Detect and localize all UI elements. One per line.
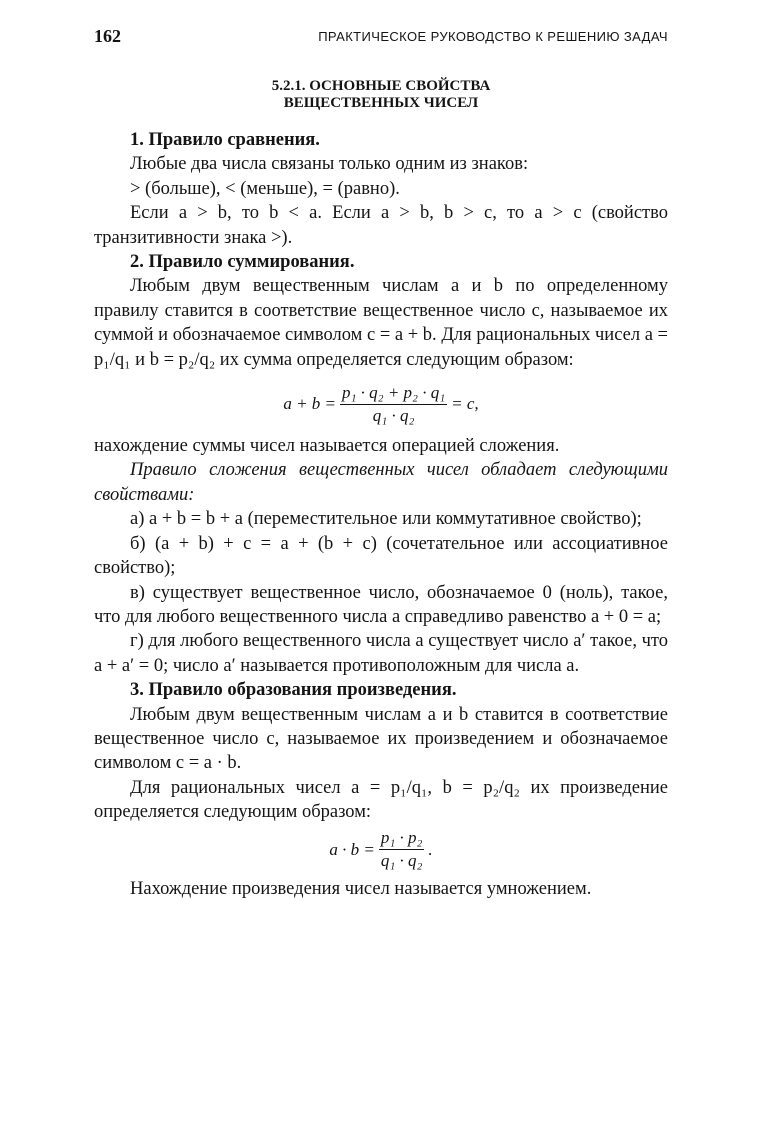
rule3-heading: 3. Правило образования произведения. bbox=[130, 680, 457, 701]
rule3-paragraph-3: Нахождение произведения чисел называется умножением. bbox=[130, 878, 592, 899]
rule3-paragraph-2: Для рациональных чисел a = p₁/q₁, b = p₂/q₂ их произведение определяется следующим образом: bbox=[94, 777, 668, 823]
sum-formula-denominator: q₁ · q₂ bbox=[372, 405, 415, 425]
section-title-line2: ВЕЩЕСТВЕННЫХ ЧИСЕЛ bbox=[283, 95, 479, 111]
rule2-properties-intro: Правило сложения вещественных чисел обладает следующими свойствами: bbox=[94, 460, 668, 505]
sum-formula-numerator: p₁ · q₂ + p₂ · q₁ bbox=[340, 383, 447, 405]
product-formula-fraction bbox=[379, 828, 425, 871]
rule2-heading: 2. Правило суммирования. bbox=[130, 252, 355, 273]
rule1-paragraph-3: Если a > b, то b < a. Если a > b, b > c, то a > c (свойство транзитивности знака >). bbox=[94, 203, 668, 248]
rule1-paragraph-1: Любые два числа связаны только одним из знаков: bbox=[130, 154, 529, 175]
product-formula-rhs: . bbox=[428, 839, 433, 859]
product-formula-denominator: q₁ · q₂ bbox=[380, 851, 423, 871]
page-number: 162 bbox=[94, 26, 121, 46]
page-header bbox=[94, 26, 668, 50]
property-c: в) существует вещественное число, обозначаемое 0 (ноль), такое, что для любого вещественного числа a справедливо равенство a + 0 = a; bbox=[94, 582, 668, 627]
sum-formula-lhs: a + b = bbox=[283, 394, 337, 414]
product-formula-lhs: a · b = bbox=[329, 839, 375, 859]
property-d: г) для любого вещественного числа a существует число a′ такое, что a + a′ = 0; число a′ называется противоположным для числа a. bbox=[94, 631, 668, 676]
product-formula bbox=[94, 827, 668, 873]
product-formula-numerator: p₁ · p₂ bbox=[379, 828, 425, 850]
rule1-heading: 1. Правило сравнения. bbox=[130, 130, 320, 150]
running-head: ПРАКТИЧЕСКОЕ РУКОВОДСТВО К РЕШЕНИЮ ЗАДАЧ bbox=[318, 29, 668, 44]
property-b: б) (a + b) + c = a + (b + c) (сочетательное или ассоциативное свойство); bbox=[94, 533, 668, 579]
section-title bbox=[94, 78, 668, 112]
section-title-line1: 5.2.1. ОСНОВНЫЕ СВОЙСТВА bbox=[271, 78, 491, 94]
rule2-paragraph-3 bbox=[94, 458, 668, 507]
rule3-paragraph-1: Любым двум вещественным числам a и b ставится в соответствие вещественное число c, называемое их произведением и обозначаемое символом c = a · b. bbox=[94, 704, 668, 774]
property-a: а) a + b = b + a (переместительное или коммутативное свойство); bbox=[130, 509, 642, 530]
sum-formula bbox=[94, 380, 668, 428]
body-text bbox=[94, 128, 668, 901]
sum-formula-fraction bbox=[340, 383, 447, 426]
rule1-paragraph-2: > (больше), < (меньше), = (равно). bbox=[130, 178, 400, 199]
sum-formula-rhs: = c, bbox=[451, 394, 479, 414]
rule2-paragraph-1: Любым двум вещественным числам a и b по определенному правилу ставится в соответствие вещественное число c, называемое их суммой и обозначаемое символом c = a + b. Для рациональных чисел a = p₁/q₁ и b = p₂/q₂ их сумма определяется следующим образом: bbox=[94, 276, 668, 370]
rule2-paragraph-2: нахождение суммы чисел называется операцией сложения. bbox=[94, 436, 560, 457]
